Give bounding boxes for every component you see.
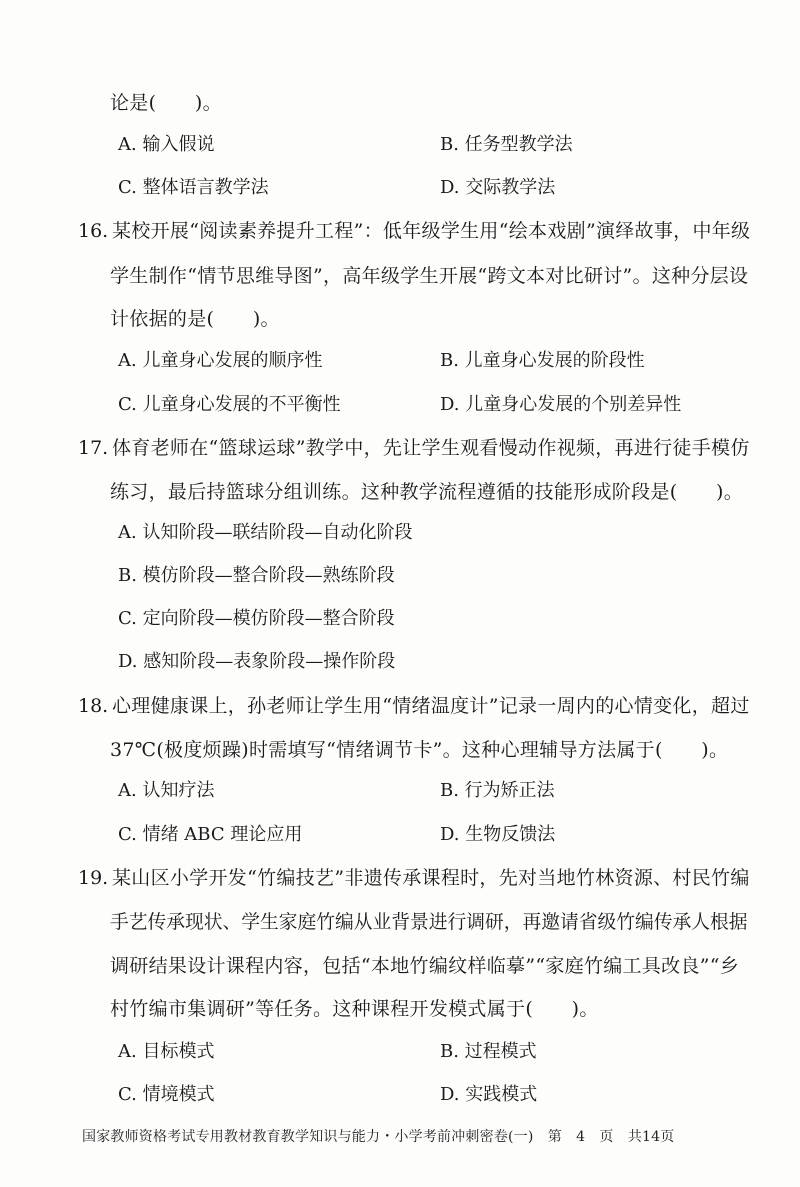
q15-continuation: 论是( )。 xyxy=(110,92,222,114)
q17-number: 17. xyxy=(78,437,109,459)
q19-option-d[interactable]: D. 实践模式 xyxy=(440,1084,538,1105)
q18-option-d[interactable]: D. 生物反馈法 xyxy=(440,824,556,845)
q18-option-c[interactable]: C. 情绪 ABC 理论应用 xyxy=(118,824,303,845)
q17-stem-line: 体育老师在“篮球运球”教学中，先让学生观看慢动作视频，再进行徒手模仿 xyxy=(112,437,750,459)
q19-stem-line: 村竹编市集调研”等任务。这种课程开发模式属于( )。 xyxy=(110,998,599,1020)
q18-number: 18. xyxy=(78,695,109,717)
q15-option-c[interactable]: C. 整体语言教学法 xyxy=(118,177,269,198)
q16-option-b[interactable]: B. 儿童身心发展的阶段性 xyxy=(440,350,645,371)
q16-stem-line: 计依据的是( )。 xyxy=(110,308,280,330)
q17-option-a[interactable]: A. 认知阶段—联结阶段—自动化阶段 xyxy=(118,522,413,543)
q16-stem-line: 某校开展“阅读素养提升工程”：低年级学生用“绘本戏剧”演绎故事，中年级 xyxy=(112,220,751,242)
q16-stem-line: 学生制作“情节思维导图”，高年级学生开展“跨文本对比研讨”。这种分层设 xyxy=(110,265,749,287)
q19-stem-line: 调研结果设计课程内容，包括“本地竹编纹样临摹”“家庭竹编工具改良”“乡 xyxy=(110,955,740,977)
q16-option-c[interactable]: C. 儿童身心发展的不平衡性 xyxy=(118,394,341,415)
q19-number: 19. xyxy=(78,867,109,889)
q17-option-d[interactable]: D. 感知阶段—表象阶段—操作阶段 xyxy=(118,651,396,672)
q16-option-a[interactable]: A. 儿童身心发展的顺序性 xyxy=(118,350,323,371)
q18-stem-line: 37℃(极度烦躁)时需填写“情绪调节卡”。这种心理辅导方法属于( )。 xyxy=(110,739,729,761)
q17-stem-line: 练习，最后持篮球分组训练。这种教学流程遵循的技能形成阶段是( )。 xyxy=(110,481,744,503)
q18-option-b[interactable]: B. 行为矫正法 xyxy=(440,780,555,801)
q19-option-c[interactable]: C. 情境模式 xyxy=(118,1084,215,1105)
q16-number: 16. xyxy=(78,220,109,242)
q19-stem-line: 某山区小学开发“竹编技艺”非遗传承课程时，先对当地竹林资源、村民竹编 xyxy=(112,867,750,889)
q19-option-a[interactable]: A. 目标模式 xyxy=(118,1041,215,1062)
q18-stem-line: 心理健康课上，孙老师让学生用“情绪温度计”记录一周内的心情变化，超过 xyxy=(112,695,750,717)
q17-option-c[interactable]: C. 定向阶段—模仿阶段—整合阶段 xyxy=(118,608,395,629)
q19-stem-line: 手艺传承现状、学生家庭竹编从业背景进行调研，再邀请省级竹编传承人根据 xyxy=(110,912,748,933)
page-footer: 国家教师资格考试专用教材教育教学知识与能力・小学考前冲刺密卷(一) 第 4 页 共14页 xyxy=(82,1129,675,1145)
q19-option-b[interactable]: B. 过程模式 xyxy=(440,1041,537,1062)
q16-option-d[interactable]: D. 儿童身心发展的个别差异性 xyxy=(440,394,682,415)
q15-option-a[interactable]: A. 输入假说 xyxy=(118,134,215,155)
q17-option-b[interactable]: B. 模仿阶段—整合阶段—熟练阶段 xyxy=(118,565,395,586)
q15-option-b[interactable]: B. 任务型教学法 xyxy=(440,134,573,155)
q15-option-d[interactable]: D. 交际教学法 xyxy=(440,177,556,198)
q18-option-a[interactable]: A. 认知疗法 xyxy=(118,780,215,801)
